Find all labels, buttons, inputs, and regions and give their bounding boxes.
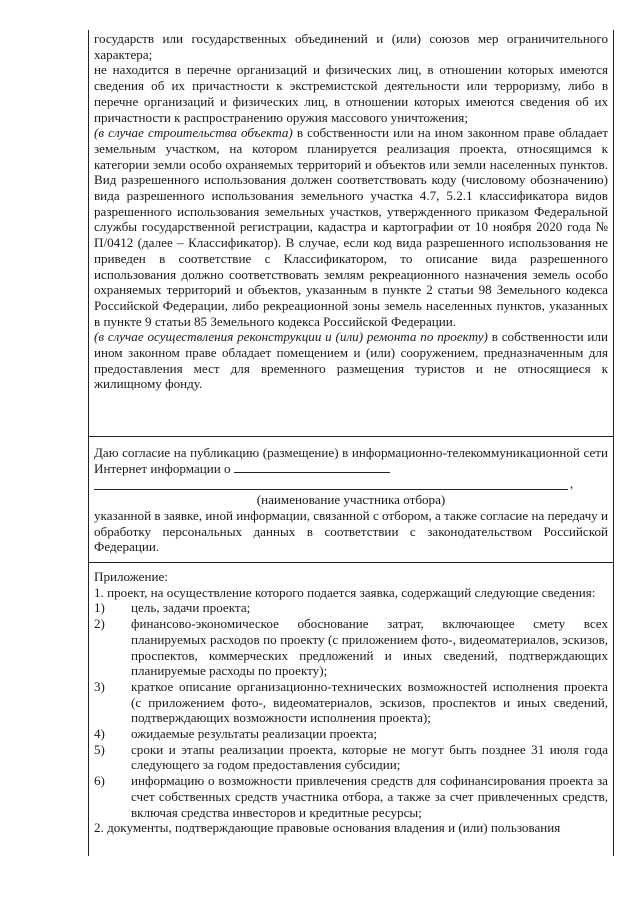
- row-divider-1: [88, 436, 614, 437]
- consent-text: Даю согласие на публикацию (размещение) в информационно-телекоммуникационной сети Интернет информации о: [94, 445, 608, 476]
- participant-name-blank-1[interactable]: [234, 461, 390, 473]
- participant-name-row: [94, 476, 608, 492]
- list-item: [94, 600, 608, 616]
- list-item: [94, 679, 608, 726]
- table-right-border: [613, 30, 614, 856]
- consent-continuation: указанной в заявке, иной информации, связанной с отбором, а также согласие на передачу и обработку персональных данных в соответствии с законодательством Российской Федерации.: [94, 507, 608, 555]
- blank-comma: ,: [570, 476, 574, 492]
- attachment-item-2: 2. документы, подтверждающие правовые основания владения и (или) пользования: [94, 820, 561, 836]
- list-item-number: 1): [94, 600, 105, 616]
- list-item-text: краткое описание организационно-технических возможностей исполнения проекта (с приложением фото-, видеоматериалов, эскизов, проспектов и иных сведений, подтверждающих возможности исполнения проекта);: [131, 678, 608, 726]
- paragraph-extremism-list: не находится в перечне организаций и физических лиц, в отношении которых имеются сведения об их причастности к экстремистской деятельности или терроризму, либо в перечне организаций и физических лиц, в отношении которых имеются сведения об их причастности к распространению оружия массового уничтожения;: [94, 62, 608, 125]
- list-item: [94, 773, 608, 820]
- construction-case-label: (в случае строительства объекта): [94, 125, 293, 141]
- list-item-text: цель, задачи проекта;: [131, 600, 251, 616]
- list-item-text: ожидаемые результаты реализации проекта;: [131, 726, 378, 742]
- list-item-number: 2): [94, 616, 105, 632]
- reconstruction-case-text: в собственности или ином законном праве обладает помещением и (или) сооружением, предназначенным для предоставления мест для временного размещения туристов и не относящиеся к жилищному фонду.: [94, 329, 608, 392]
- reconstruction-case-label: (в случае осуществления реконструкции и (или) ремонта по проекту): [94, 329, 488, 345]
- eligibility-conditions-cell: [94, 31, 608, 392]
- list-item-text: сроки и этапы реализации проекта, которые не могут быть позднее 31 июля года следующего за годом предоставления субсидии;: [131, 741, 608, 773]
- consent-cell: [94, 445, 608, 555]
- construction-case-text: в собственности или на ином законном праве обладает земельным участком, на котором планируется реализация проекта, относящимся к категории земли особо охраняемых территорий и объектов или земли населенных пунктов. Вид разрешенного использования должен соответствовать коду (числовому обозначению) вида разрешенного использования земельного участка 4.7, 5.2.1 классификатора видов разрешенного использования земельных участков, утвержденного приказом Федеральной службы государственной регистрации, кадастра и картографии от 10 ноября 2020 года № П/0412 (далее – Классификатор). В случае, если код вида разрешенного использования не приведен в соответствие с Классификатором, то описание вида разрешенного использования должно соответствовать землям рекреационного назначения земель особо охраняемых территорий и объектов, указанным в пункте 2 статьи 98 Земельного кодекса Российской Федерации, либо рекреационной зоны земель населенных пунктов, указанных в пункте 9 статьи 85 Земельного кодекса Российской Федерации.: [94, 125, 608, 329]
- list-item: [94, 742, 608, 773]
- table-left-border: [88, 30, 89, 856]
- attachment-item-1: 1. проект, на осуществление которого подается заявка, содержащий следующие сведения:: [94, 584, 596, 600]
- paragraph-construction-case: [94, 125, 608, 329]
- list-item-text: информацию о возможности привлечения средств для софинансирования проекта за счет собственных средств участника отбора, а также за счет привлеченных средств, включая средства инвесторов и кредитные ресурсы;: [131, 773, 608, 820]
- project-details-list: [94, 600, 608, 820]
- attachments-cell: [94, 569, 608, 836]
- list-item-text: финансово-экономическое обоснование затрат, включающее смету всех планируемых расходов по проекту (с приложением фото-, видеоматериалов, эскизов, проспектов, коммерческих предложений и иных сведений, подтверждающих планируемые расходы по проекту);: [131, 616, 608, 679]
- list-item: [94, 726, 608, 742]
- participant-name-blank-2[interactable]: [94, 476, 568, 490]
- list-item: [94, 616, 608, 679]
- list-item-number: 5): [94, 741, 105, 757]
- participant-name-caption: (наименование участника отбора): [256, 492, 446, 508]
- consent-statement: [94, 445, 608, 476]
- paragraph-restrictive-measures: государств или государственных объединений и (или) союзов мер ограничительного характера;: [94, 31, 608, 62]
- list-item-number: 6): [94, 773, 105, 789]
- list-item-number: 4): [94, 726, 105, 742]
- row-divider-2: [88, 562, 614, 563]
- list-item-number: 3): [94, 678, 105, 694]
- paragraph-reconstruction-case: [94, 329, 608, 392]
- attachments-heading: Приложение:: [94, 569, 168, 584]
